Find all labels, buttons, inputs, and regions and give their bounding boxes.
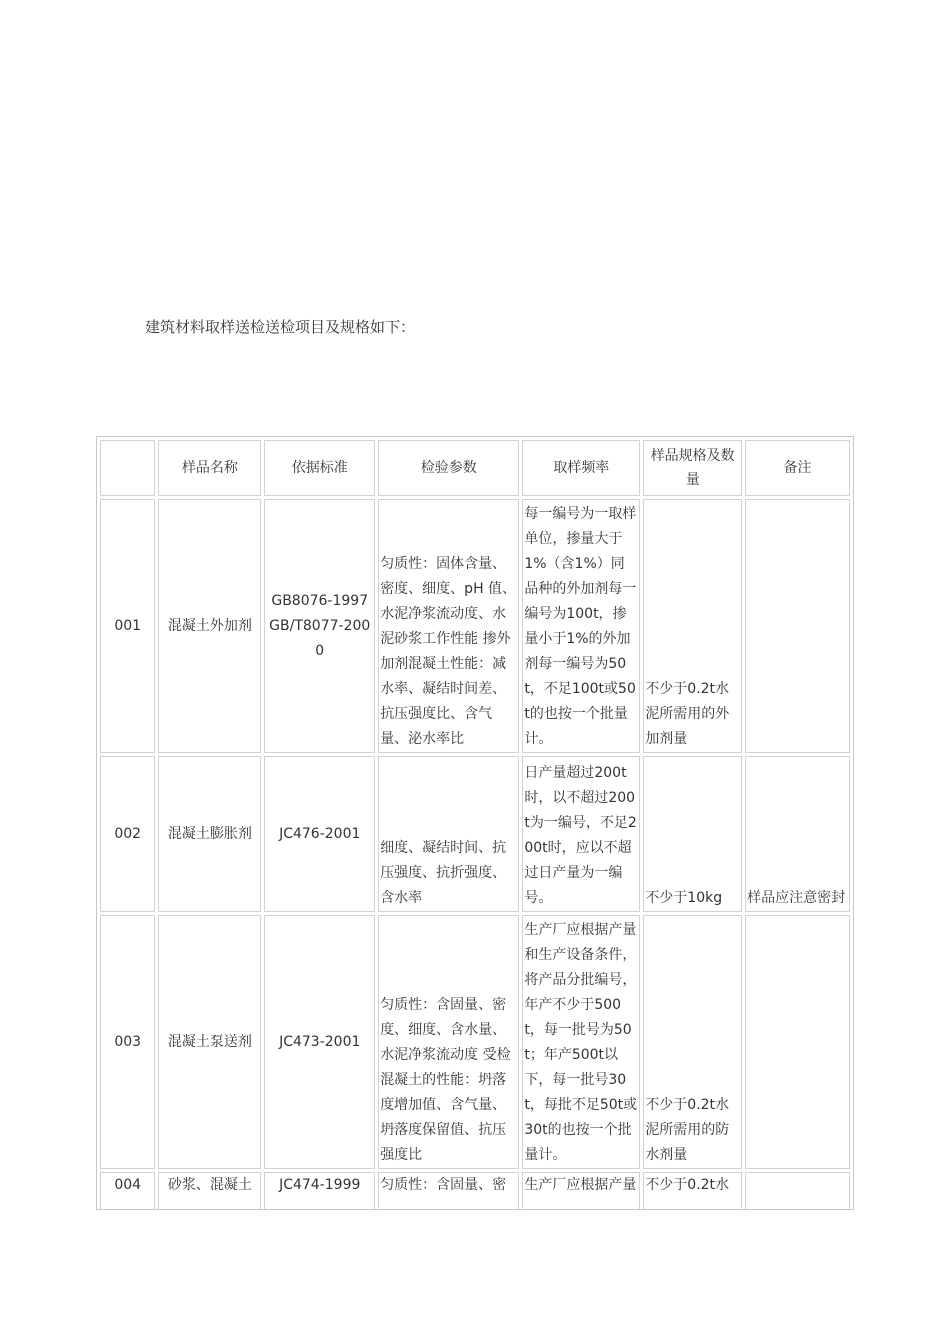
- cell-spec: 不少于10kg: [643, 756, 742, 912]
- cell-standard: GB8076-1997 GB/T8077-2000: [264, 499, 375, 753]
- header-note: 备注: [745, 440, 850, 496]
- cell-standard: JC474-1999: [264, 1172, 375, 1210]
- cell-name: 砂浆、混凝土: [158, 1172, 261, 1210]
- table-header-row: [100, 440, 850, 496]
- cell-frequency: 日产量超过200t时，以不超过200t为一编号，不足200t时，应以不超过日产量为一编号。: [522, 756, 640, 912]
- cell-note: [745, 499, 850, 753]
- cell-frequency: 生产厂应根据产量和生产设备条件，将产品分批编号，年产不少于500t，每一批号为50t；年产500t以下，每一批号30t，每批不足50t或30t的也按一个批量计。: [522, 915, 640, 1169]
- table-row: [100, 1172, 850, 1210]
- specs-table: [97, 437, 853, 1210]
- header-standard: 依据标准: [264, 440, 375, 496]
- cell-frequency: 生产厂应根据产量: [522, 1172, 640, 1210]
- table-row: [100, 915, 850, 1169]
- cell-name: 混凝土外加剂: [158, 499, 261, 753]
- cell-params: 匀质性：含固量、密: [378, 1172, 519, 1210]
- cell-no: 002: [100, 756, 155, 912]
- table-row: [100, 499, 850, 753]
- cell-standard: JC473-2001: [264, 915, 375, 1169]
- cell-note: [745, 915, 850, 1169]
- cell-standard: JC476-2001: [264, 756, 375, 912]
- cell-note: 样品应注意密封: [745, 756, 850, 912]
- cell-no: 004: [100, 1172, 155, 1210]
- header-spec: 样品规格及数量: [643, 440, 742, 496]
- cell-spec: 不少于0.2t水泥所需用的外加剂量: [643, 499, 742, 753]
- table-row: [100, 756, 850, 912]
- cell-no: 003: [100, 915, 155, 1169]
- intro-text: 建筑材料取样送检送检项目及规格如下：: [145, 318, 416, 336]
- cell-note: [745, 1172, 850, 1210]
- cell-spec: 不少于0.2t水泥所需用的防水剂量: [643, 915, 742, 1169]
- cell-params: 匀质性：含固量、密度、细度、含水量、水泥净浆流动度 受检混凝土的性能：坍落度增加值、含气量、坍落度保留值、抗压强度比: [378, 915, 519, 1169]
- header-frequency: 取样频率: [522, 440, 640, 496]
- header-params: 检验参数: [378, 440, 519, 496]
- cell-spec: 不少于0.2t水: [643, 1172, 742, 1210]
- header-no: [100, 440, 155, 496]
- header-sample-name: 样品名称: [158, 440, 261, 496]
- cell-no: 001: [100, 499, 155, 753]
- cell-params: 匀质性：固体含量、密度、细度、pH 值、水泥净浆流动度、水泥砂浆工作性能 掺外加剂混凝土性能：减水率、凝结时间差、抗压强度比、含气量、泌水率比: [378, 499, 519, 753]
- specs-table-container: [96, 436, 854, 1210]
- cell-frequency: 每一编号为一取样单位，掺量大于1%（含1%）同品种的外加剂每一编号为100t，掺量小于1%的外加剂每一编号为50t，不足100t或50t的也按一个批量计。: [522, 499, 640, 753]
- cell-name: 混凝土膨胀剂: [158, 756, 261, 912]
- cell-name: 混凝土泵送剂: [158, 915, 261, 1169]
- cell-params: 细度、凝结时间、抗压强度、抗折强度、含水率: [378, 756, 519, 912]
